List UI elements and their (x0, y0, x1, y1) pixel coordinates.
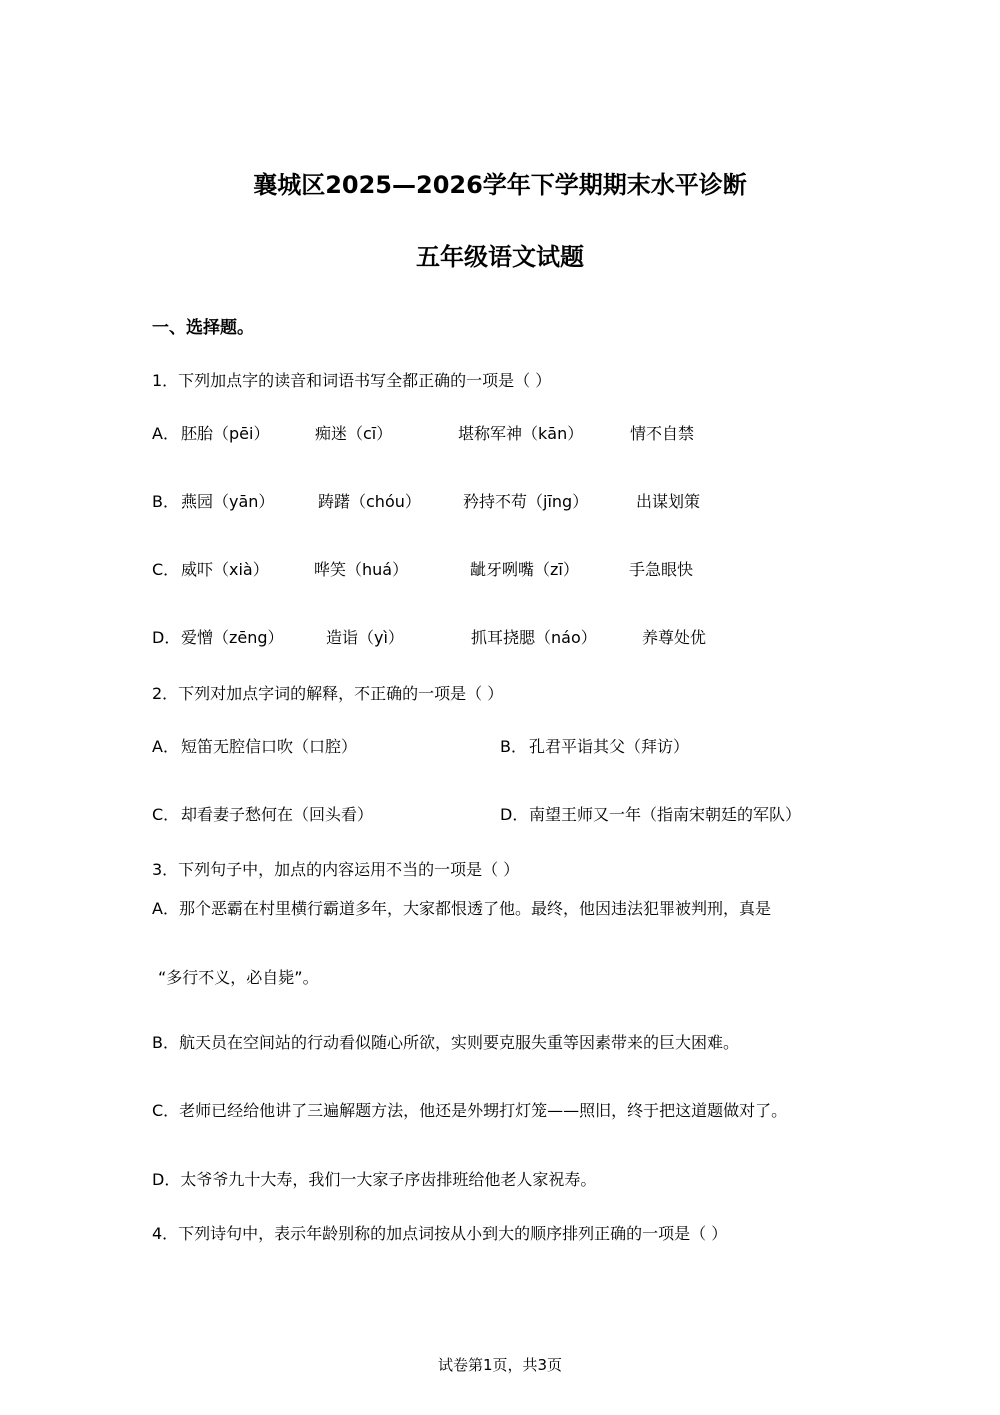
option-text: 孔君平诣其父（拜访） (529, 737, 690, 756)
option-item: 手急眼快 (629, 560, 694, 579)
option-letter: A． (152, 737, 179, 756)
option-item: 胚胎（pēi） (181, 424, 270, 443)
exam-subtitle: 五年级语文试题 (416, 243, 584, 271)
question-3-option-a-line2: “多行不义，必自毙”。 (158, 968, 319, 987)
option-item: 哗笑（huá） (314, 560, 409, 579)
question-3-option-d: D．太爷爷九十大寿，我们一大家子序齿排班给他老人家祝寿。 (152, 1170, 597, 1189)
question-3-option-c: C．老师已经给他讲了三遍解题方法，他还是外甥打灯笼——照旧，终于把这道题做对了。 (152, 1101, 788, 1120)
option-text: 短笛无腔信口吹（口腔） (181, 737, 358, 756)
option-item: 痴迷（cī） (315, 424, 393, 443)
option-item: 养尊处优 (642, 628, 707, 647)
option-item: 踌躇（chóu） (318, 492, 421, 511)
option-letter: B． (500, 737, 527, 756)
option-item: 出谋划策 (636, 492, 701, 511)
option-letter: C． (152, 805, 180, 824)
option-letter: D． (500, 805, 529, 824)
option-item: 堪称军神（kān） (458, 424, 584, 443)
question-3-option-b: B．航天员在空间站的行动看似随心所欲，实则要克服失重等因素带来的巨大困难。 (152, 1033, 739, 1052)
option-letter: A． (152, 424, 179, 443)
option-item: 威吓（xià） (181, 560, 269, 579)
question-3-option-a-line1: A．那个恶霸在村里横行霸道多年，大家都恨透了他。最终，他因违法犯罪被判刑，真是 (152, 899, 771, 918)
section-heading-choice: 一、选择题。 (152, 318, 254, 338)
option-item: 矜持不苟（jīng） (463, 492, 589, 511)
option-item: 爱憎（zēng） (181, 628, 284, 647)
option-item: 情不自禁 (630, 424, 695, 443)
question-3-stem: 3．下列句子中，加点的内容运用不当的一项是（ ） (152, 860, 520, 879)
option-text: 南望王师又一年（指南宋朝廷的军队） (529, 805, 802, 824)
option-letter: D． (152, 628, 181, 647)
option-item: 燕园（yān） (181, 492, 275, 511)
page-footer: 试卷第1页，共3页 (437, 1356, 563, 1374)
option-letter: B． (152, 492, 179, 511)
question-4-stem: 4．下列诗句中，表示年龄别称的加点词按从小到大的顺序排列正确的一项是（ ） (152, 1224, 728, 1243)
option-item: 造诣（yì） (326, 628, 404, 647)
option-text: 却看妻子愁何在（回头看） (181, 805, 374, 824)
question-2-stem: 2．下列对加点字词的解释，不正确的一项是（ ） (152, 684, 504, 703)
option-letter: C． (152, 560, 180, 579)
exam-title: 襄城区2025—2026学年下学期期末水平诊断 (253, 171, 747, 199)
option-item: 抓耳挠腮（náo） (471, 628, 597, 647)
option-item: 龇牙咧嘴（zī） (470, 560, 579, 579)
question-1-stem: 1．下列加点字的读音和词语书写全都正确的一项是（ ） (152, 371, 552, 390)
